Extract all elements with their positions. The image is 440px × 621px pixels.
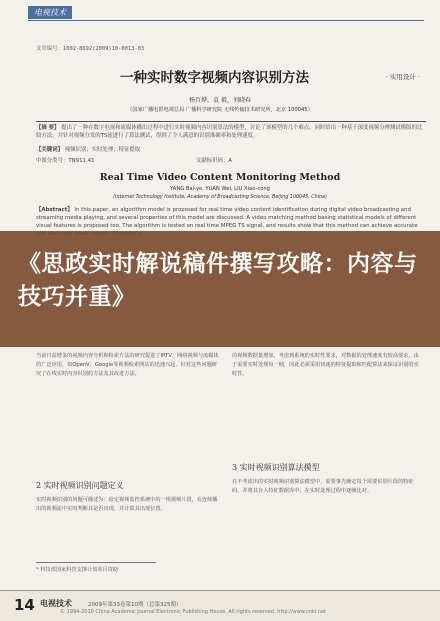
abstract-zh-label: 【摘 要】 xyxy=(36,125,60,131)
left-column-text-2: 实时视频识别的问题可描述为：给定视频监控系统中的一组视频片段，在连续播出的视频流中实时判断其是否出现，并计算其出现位置。 xyxy=(36,497,218,512)
journal-header xyxy=(28,6,424,21)
keywords-zh-block xyxy=(36,146,426,154)
left-section-heading: 2 实时视频识别问题定义 xyxy=(36,481,124,490)
article-title-zh: 一种实时数字视频内容识别方法 xyxy=(120,70,309,86)
abstract-en-block xyxy=(36,206,426,230)
cnki-watermark: © 1994-2010 China Academic Journal Electronic Publishing House. All rights reserved. http://www.cnki.net xyxy=(60,609,326,615)
footnote: * 科技部国家科技支撑计划项目资助 xyxy=(36,567,119,573)
affiliation-zh: （国家广播电影电视总局 广播科学研究院 无线传输技术研究所，北京 100045） xyxy=(127,107,313,113)
right-column-text-2: 在不考虑出的实时视频识别算法模型中，需要事先确定每个需要识别片段的特征码，并将其存入特征数据库中，在实时处理过程中逐帧比对。 xyxy=(232,479,414,494)
footnote-rule xyxy=(36,562,156,563)
left-column-text: 当前日益增多的视频内容分析和检索方法的研究促进了IPTV、网络视频与流媒体的广泛应用，如OpenV、Google等视频检索网站的迅速兴起，针对这些问题研究了在线实时内容识别的方法及其改进方法。 xyxy=(36,353,219,377)
right-column-text: 的视频数据量增加，考虑到系统的实时性要求，对数据的处理速度有较高要求，由于需要实时处理每一帧，因此必须采用快速的特征提取和匹配算法来保证识别的实时性。 xyxy=(232,353,419,377)
doc-code: 文献标识码：A xyxy=(196,158,233,164)
classification-row xyxy=(36,157,426,165)
article-number: 文章编号：1002-8692(2009)10-0013-03 xyxy=(36,46,145,52)
footer-journal-logo: 电视技术 xyxy=(40,599,72,608)
section-tag: · 实用设计 · xyxy=(385,73,420,81)
affiliation-en: (Internet Technology Institute, Academy of Broadcasting Science, Beijing 100045, China) xyxy=(113,195,327,200)
overlay-title: 《思政实时解说稿件撰写攻略：内容与技巧并重》 xyxy=(18,251,418,310)
footer-issue: 2009年第33卷第10期（总第325期） xyxy=(88,602,182,608)
keywords-zh-text: 视频识别；实时处理；特征提取 xyxy=(64,147,141,153)
top-rule xyxy=(36,121,426,122)
abstract-en-label: 【Abstract】 xyxy=(36,207,73,213)
keywords-zh-label: 【关键词】 xyxy=(36,147,63,153)
authors-zh: 杨百烨，袁 毅，刘晓春 xyxy=(189,97,251,104)
article-title-en: Real Time Video Content Monitoring Method xyxy=(99,172,341,183)
abstract-zh-text: 提出了一种在数字电视和流媒体播出过程中进行实时视频内容识别算法的模型，讨论了该模型的几个难点，同时给出一种基于深度视频分辨测试模版的比较方法，并针对视频分发的TS流进行了算法测试，得到了令人满意的识别准确率和处理速度。 xyxy=(36,125,423,139)
page-number: 14 xyxy=(14,596,35,614)
abstract-zh-block xyxy=(36,124,426,140)
clc-code: 中图分类号：TN911.41 xyxy=(36,158,95,164)
authors-en: YANG Bai-ye, YUAN Wei, LIU Xiao-cong xyxy=(170,186,270,192)
journal-logo: 电视技术 xyxy=(28,6,72,19)
right-section-heading: 3 实时视频识别算法模型 xyxy=(232,463,320,472)
abstract-en-text: In this paper, an algorithm model is proposed for real time video content identification during digital video broadcasting and streaming media playing, and several properties of this model are discussed. A video matching method basing statistical models of different visual features is proposed too. The algorithm is tested on real time MPEG TS signal, and results show that this method can achieve accurate xyxy=(36,207,418,229)
